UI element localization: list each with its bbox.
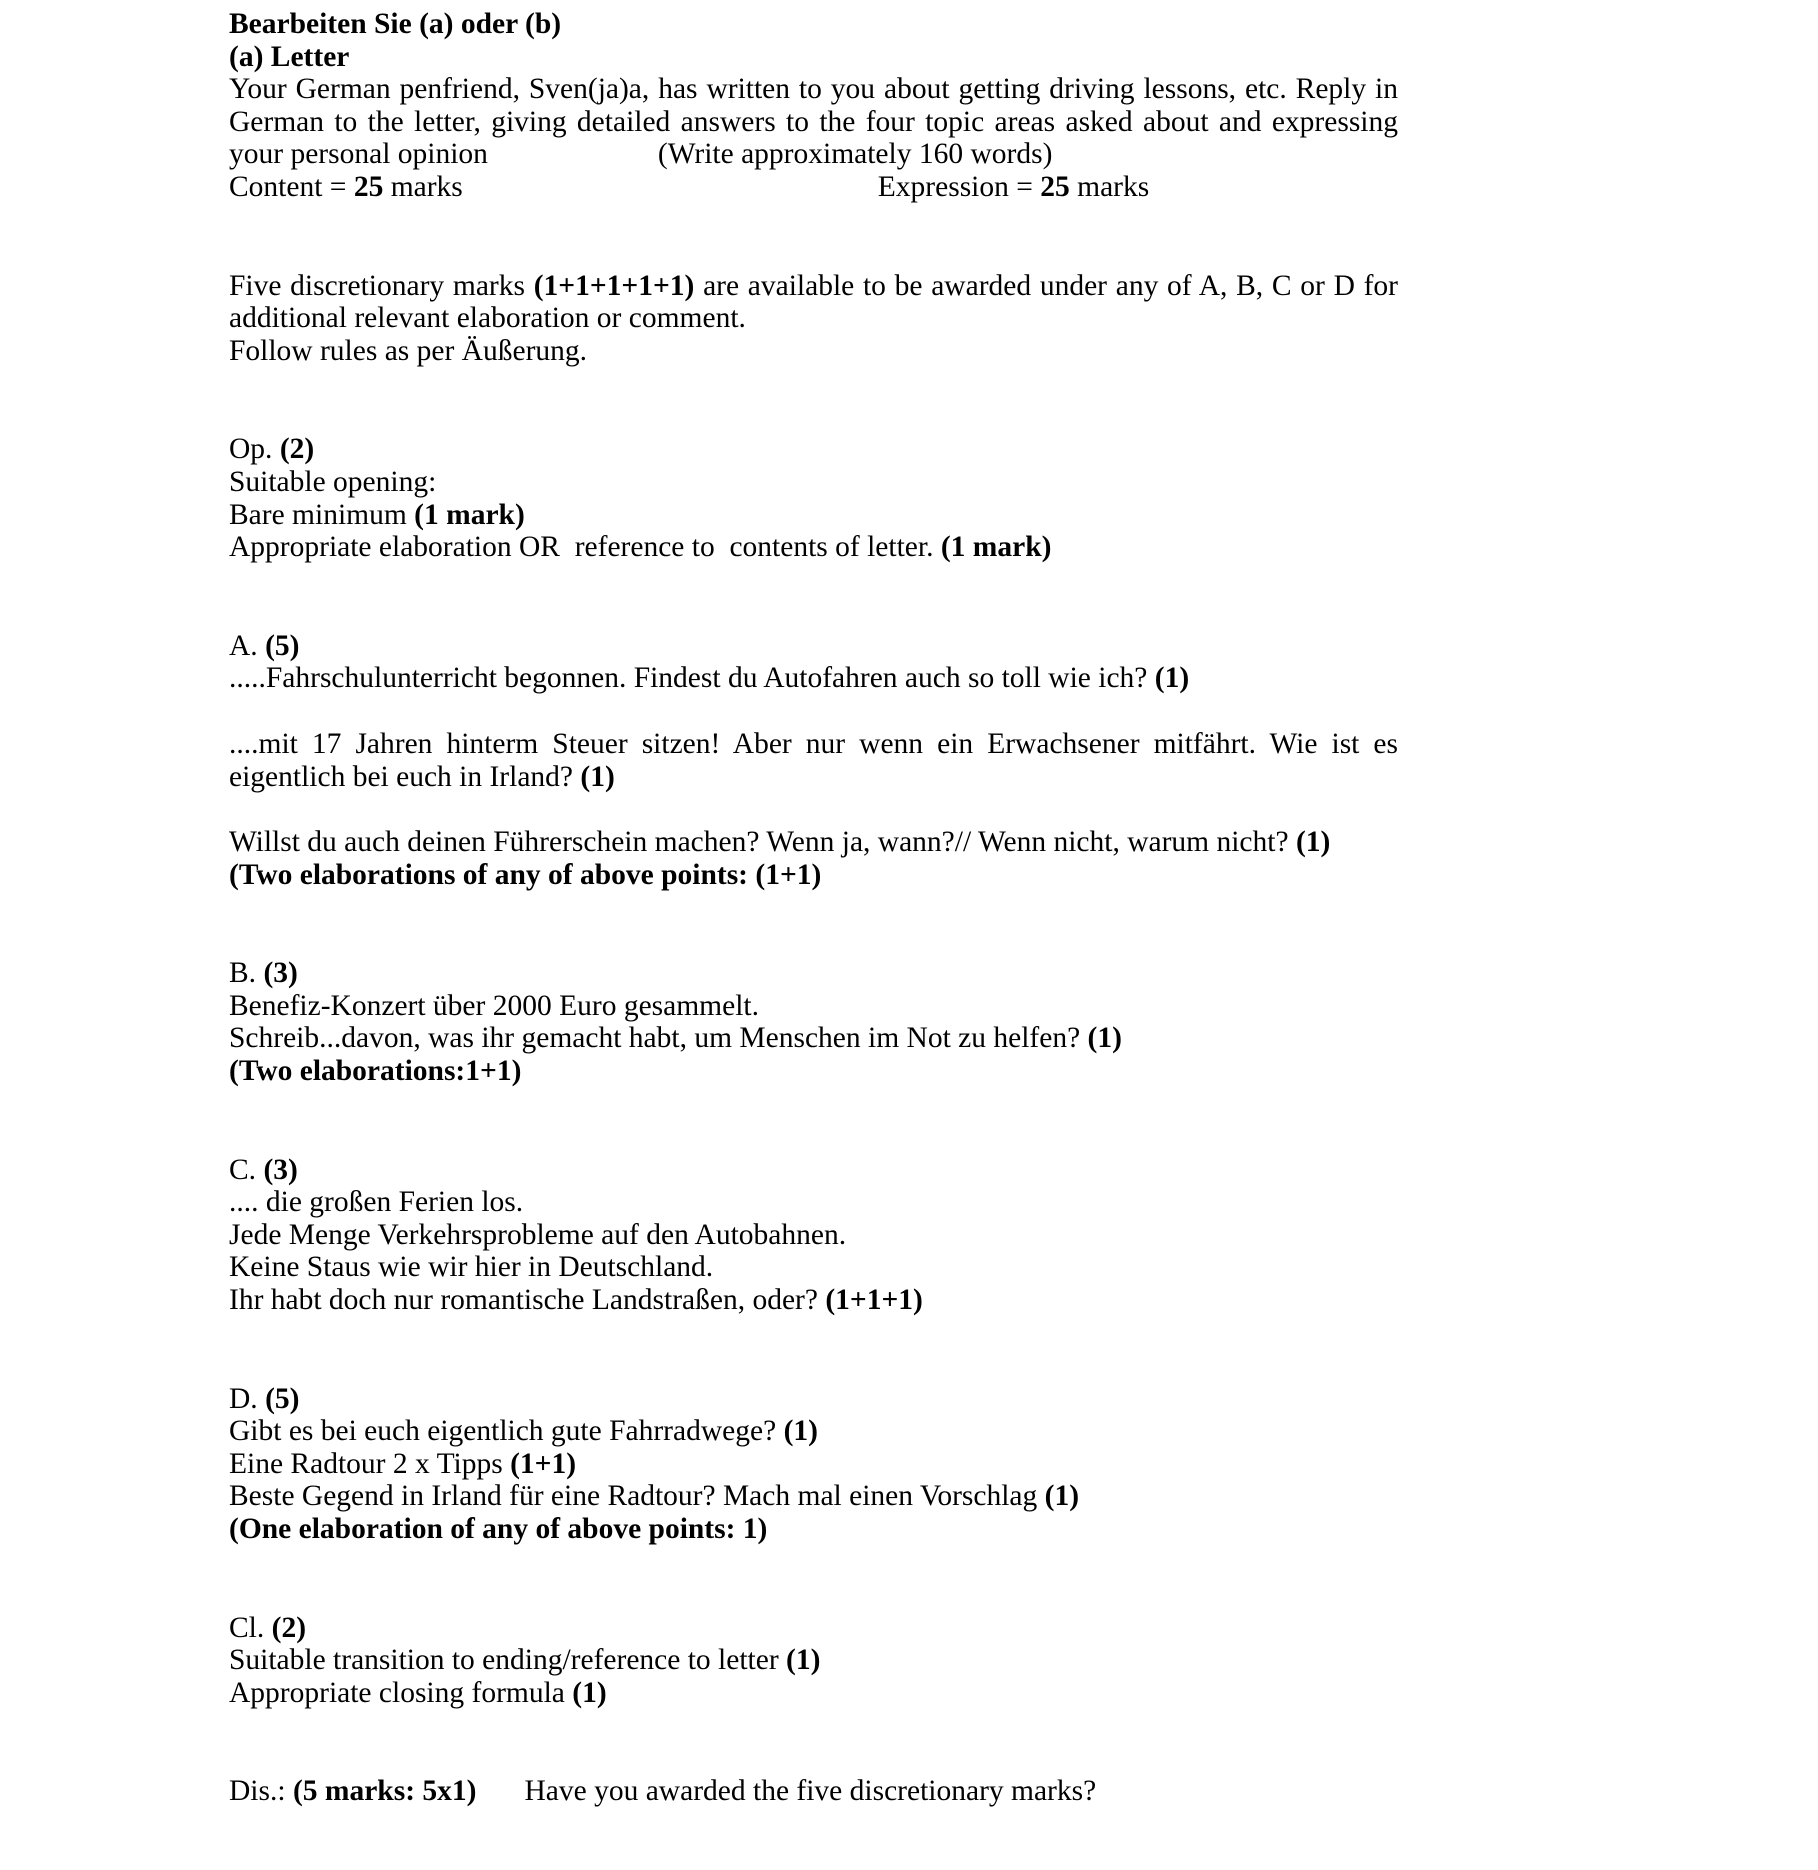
section-op <box>229 433 1398 563</box>
line-mark-value: (1) <box>1154 662 1190 695</box>
spacer <box>229 564 1398 597</box>
section-heading-cl <box>229 1612 1398 1645</box>
spacer <box>229 1121 1398 1154</box>
section-label: Cl. <box>229 1611 272 1644</box>
line-bold-note: (Two elaborations of any of above points: (1+1) <box>229 858 822 891</box>
heading-main: Bearbeiten Sie (a) oder (b) <box>229 8 562 40</box>
content-marks-label: Content = <box>229 170 354 203</box>
line-text: Ihr habt doch nur romantische Landstraßen, oder? <box>229 1284 826 1317</box>
spacer <box>229 1350 1398 1383</box>
line-mark-value: (1) <box>1295 826 1331 859</box>
section-marks: (2) <box>279 433 315 466</box>
section-line <box>229 1644 1398 1677</box>
spacer <box>229 1709 1398 1742</box>
line-text: Bare minimum <box>229 498 415 531</box>
marks-row <box>229 171 1398 204</box>
section-line <box>229 1186 1398 1219</box>
line-mark-value: (1) <box>783 1415 818 1448</box>
line-text: Keine Staus wie wir hier in Deutschland. <box>229 1251 714 1284</box>
spacer <box>229 400 1398 433</box>
dis-label: Dis.: <box>229 1775 293 1808</box>
line-mark-value: (1) <box>1044 1480 1080 1513</box>
section-d <box>229 1383 1398 1546</box>
spacer <box>229 793 1398 826</box>
section-a <box>229 629 1406 892</box>
section-line <box>229 826 1398 859</box>
word-count-note: (Write approximately 160 words) <box>657 138 1053 171</box>
section-heading-a <box>229 630 1398 663</box>
section-label: C. <box>229 1153 264 1186</box>
section-line <box>229 990 1398 1023</box>
line-text: Gibt es bei euch eigentlich gute Fahrradwege? <box>229 1415 784 1448</box>
line-text: Eine Radtour 2 x Tipps <box>229 1447 511 1480</box>
expression-marks <box>878 171 1149 204</box>
section-line <box>229 1251 1398 1284</box>
dis-question: Have you awarded the five discretionary marks? <box>524 1775 1097 1808</box>
line-text: .....Fahrschulunterricht begonnen. Findest du Autofahren auch so toll wie ich? <box>229 662 1155 695</box>
section-label: B. <box>229 957 264 990</box>
line-text: .... die großen Ferien los. <box>229 1186 524 1219</box>
discretionary-footer <box>229 1775 1398 1808</box>
spacer <box>229 695 1398 728</box>
spacer <box>229 891 1398 924</box>
section-marks: (2) <box>271 1611 307 1644</box>
spacer <box>229 1317 1398 1350</box>
section-marks: (5) <box>265 629 300 662</box>
line-mark-value: (1) <box>1087 1022 1122 1055</box>
section-line <box>229 727 1406 793</box>
intro-paragraph <box>229 73 1406 171</box>
sections-container <box>229 433 1406 1775</box>
section-line <box>229 662 1398 695</box>
section-line <box>229 499 1398 532</box>
discretionary-prefix: Five discretionary marks <box>229 269 534 302</box>
line-text: Appropriate closing formula <box>229 1676 573 1709</box>
section-line <box>229 466 1398 499</box>
section-marks: (3) <box>263 957 298 990</box>
discretionary-bold: (1+1+1+1+1) <box>533 269 695 302</box>
line-text: Appropriate elaboration OR reference to contents of letter. <box>229 531 941 564</box>
line-text: Willst du auch deinen Führerschein machen? Wenn ja, wann?// Wenn nicht, warum nicht? <box>229 826 1296 859</box>
line-text: Suitable opening: <box>229 465 437 498</box>
line-bold-note: (One elaboration of any of above points: 1) <box>229 1513 768 1545</box>
content-marks-value: 25 <box>353 170 384 203</box>
section-marks: (3) <box>263 1153 298 1186</box>
section-cl <box>229 1612 1398 1710</box>
line-text: Jede Menge Verkehrsprobleme auf den Autobahnen. <box>229 1218 847 1251</box>
line-mark-value: (1) <box>572 1676 607 1709</box>
spacer <box>229 924 1398 957</box>
section-label: Op. <box>229 433 280 466</box>
line-text: Schreib...davon, was ihr gemacht habt, um Menschen im Not zu helfen? <box>229 1022 1088 1055</box>
expression-marks-suffix: marks <box>1069 170 1150 203</box>
section-line <box>229 1677 1398 1710</box>
line-mark-value: (1 mark) <box>414 498 525 531</box>
section-line <box>229 1055 1398 1088</box>
expression-marks-label: Expression = <box>877 170 1041 203</box>
discretionary-paragraph <box>229 269 1406 335</box>
section-c <box>229 1154 1398 1317</box>
spacer <box>229 1579 1398 1612</box>
spacer <box>229 237 1398 270</box>
section-line <box>229 1448 1398 1481</box>
line-mark-value: (1 mark) <box>940 531 1052 564</box>
section-line <box>229 1415 1398 1448</box>
spacer <box>229 367 1398 400</box>
heading-sub: (a) Letter <box>229 40 350 73</box>
spacer <box>229 597 1398 630</box>
spacer <box>229 1546 1398 1579</box>
line-mark-value: (1+1) <box>510 1447 577 1480</box>
line-text: Beste Gegend in Irland für eine Radtour? Mach mal einen Vorschlag <box>229 1480 1045 1513</box>
content-marks <box>229 171 463 204</box>
section-heading-op <box>229 433 1398 466</box>
section-heading-d <box>229 1383 1398 1416</box>
expression-marks-value: 25 <box>1040 170 1070 203</box>
line-mark-value: (1+1+1) <box>825 1284 923 1317</box>
content-marks-suffix: marks <box>383 170 463 203</box>
section-line <box>229 1513 1398 1546</box>
spacer <box>229 1742 1398 1775</box>
dis-marks: (5 marks: 5x1) <box>292 1775 477 1808</box>
line-text: Suitable transition to ending/reference to letter <box>229 1644 787 1677</box>
section-line <box>229 531 1398 564</box>
section-label: D. <box>229 1382 266 1415</box>
section-label: A. <box>229 629 266 662</box>
document-body <box>229 8 1406 1808</box>
spacer <box>229 204 1398 237</box>
line-bold-note: (Two elaborations:1+1) <box>229 1055 522 1088</box>
intro-text: Your German penfriend, Sven(ja)a, has written to you about getting driving lessons, etc. Reply in German to the letter, giving detailed answers to the four topic areas asked about and expressing your personal opinion <box>229 73 1406 171</box>
discretionary-suffix: are available to be awarded under any of A, B, C or D for additional relevant elaboration or comment. <box>229 269 1406 335</box>
section-line <box>229 1219 1398 1252</box>
section-line <box>229 1284 1398 1317</box>
section-heading-b <box>229 957 1398 990</box>
follow-rules-line: Follow rules as per Äußerung. <box>229 334 588 367</box>
section-line <box>229 1022 1398 1055</box>
section-line <box>229 1480 1398 1513</box>
section-marks: (5) <box>265 1382 300 1415</box>
section-line <box>229 859 1398 892</box>
line-text: Benefiz-Konzert über 2000 Euro gesammelt. <box>229 989 759 1022</box>
line-mark-value: (1) <box>580 760 615 793</box>
section-b <box>229 957 1398 1087</box>
section-heading-c <box>229 1154 1398 1187</box>
line-text: ....mit 17 Jahren hinterm Steuer sitzen! Aber nur wenn ein Erwachsener mitfährt. Wie ist es eigentlich bei euch in Irland? <box>229 727 1406 793</box>
line-mark-value: (1) <box>786 1644 821 1677</box>
spacer <box>229 1088 1398 1121</box>
